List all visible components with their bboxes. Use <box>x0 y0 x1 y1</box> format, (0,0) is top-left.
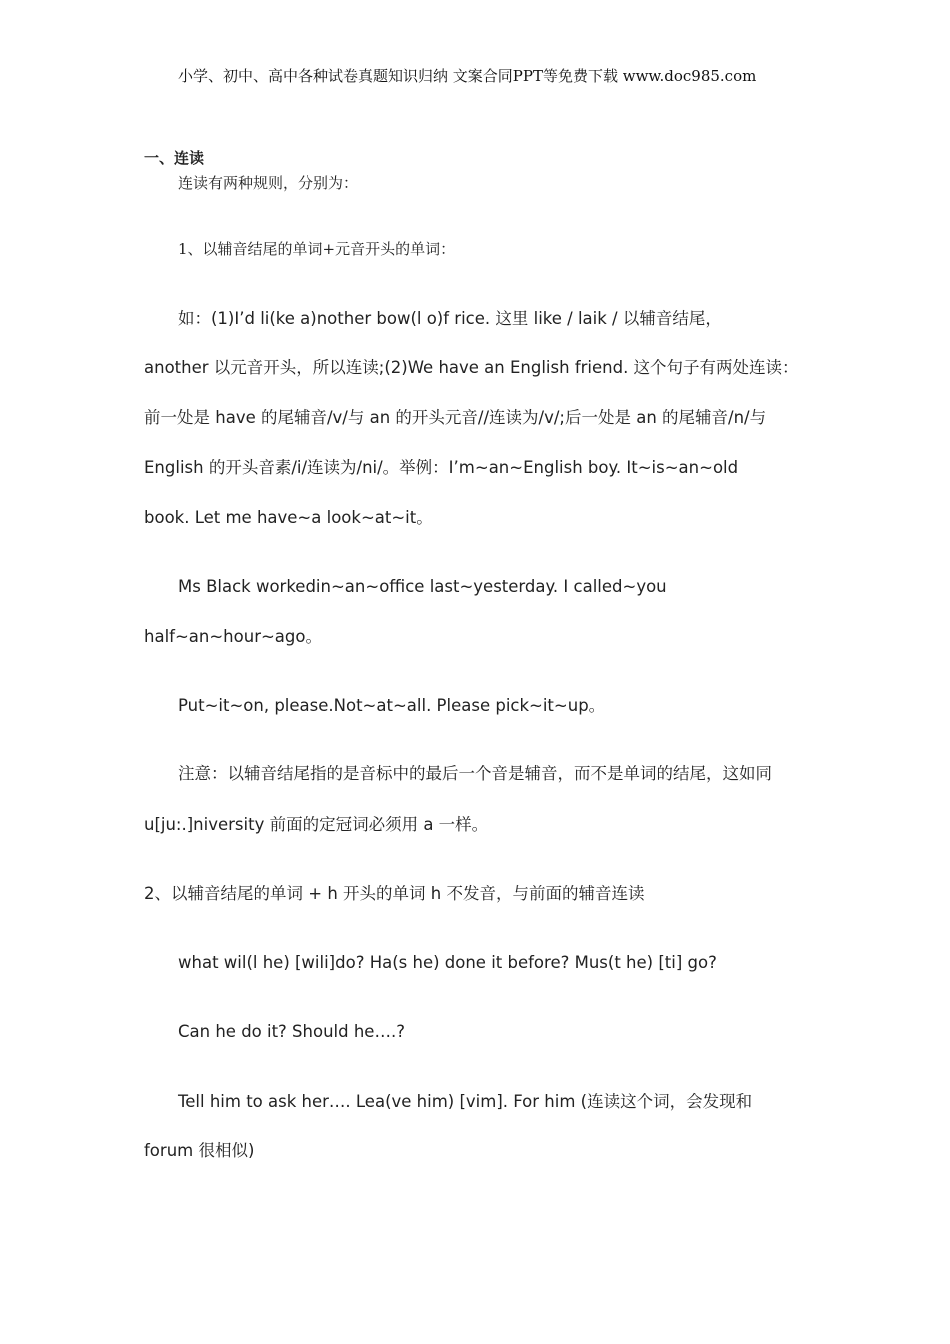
note-line: u[ju:.]niversity 前面的定冠词必须用 a 一样。 <box>144 815 489 834</box>
paragraph-line: Can he do it? Should he….? <box>178 1022 405 1041</box>
paragraph-line: Put~it~on, please.Not~at~all. Please pick~it~up。 <box>178 696 606 715</box>
paragraph-line: half~an~hour~ago。 <box>144 627 322 646</box>
paragraph-line: Ms Black workedin~an~office last~yesterday. I called~you <box>178 577 667 596</box>
note-line: 注意：以辅音结尾指的是音标中的最后一个音是辅音，而不是单词的结尾，这如同 <box>178 764 772 783</box>
section-title: 一、连读 <box>144 149 205 167</box>
rule2-title: 2、以辅音结尾的单词 + h 开头的单词 h 不发音，与前面的辅音连读 <box>144 884 645 903</box>
paragraph-line: forum 很相似) <box>144 1141 255 1160</box>
paragraph-line: 前一处是 have 的尾辅音/v/与 an 的开头元音//连读为/v/;后一处是 an 的尾辅音/n/与 <box>144 408 767 427</box>
paragraph-line: English 的开头音素/i/连读为/ni/。举例：I’m~an~English boy. It~is~an~old <box>144 458 739 477</box>
rule1-title: 1、以辅音结尾的单词+元音开头的单词： <box>178 240 456 258</box>
paragraph-line: Tell him to ask her…. Lea(ve him) [vim]. For him (连读这个词，会发现和 <box>178 1092 753 1111</box>
paragraph-line: what wil(l he) [wili]do? Ha(s he) done it before? Mus(t he) [ti] go? <box>178 953 717 972</box>
page-header: 小学、初中、高中各种试卷真题知识归纳 文案合同PPT等免费下载 www.doc985.com <box>178 67 757 85</box>
paragraph-line: book. Let me have~a look~at~it。 <box>144 508 433 527</box>
paragraph-line: another 以元音开头，所以连读;(2)We have an English friend. 这个句子有两处连读： <box>144 358 799 377</box>
paragraph-line: 如：(1)I’d li(ke a)nother bow(l o)f rice. 这里 like / laik / 以辅音结尾， <box>178 309 722 328</box>
intro-text: 连读有两种规则，分别为： <box>178 174 359 192</box>
